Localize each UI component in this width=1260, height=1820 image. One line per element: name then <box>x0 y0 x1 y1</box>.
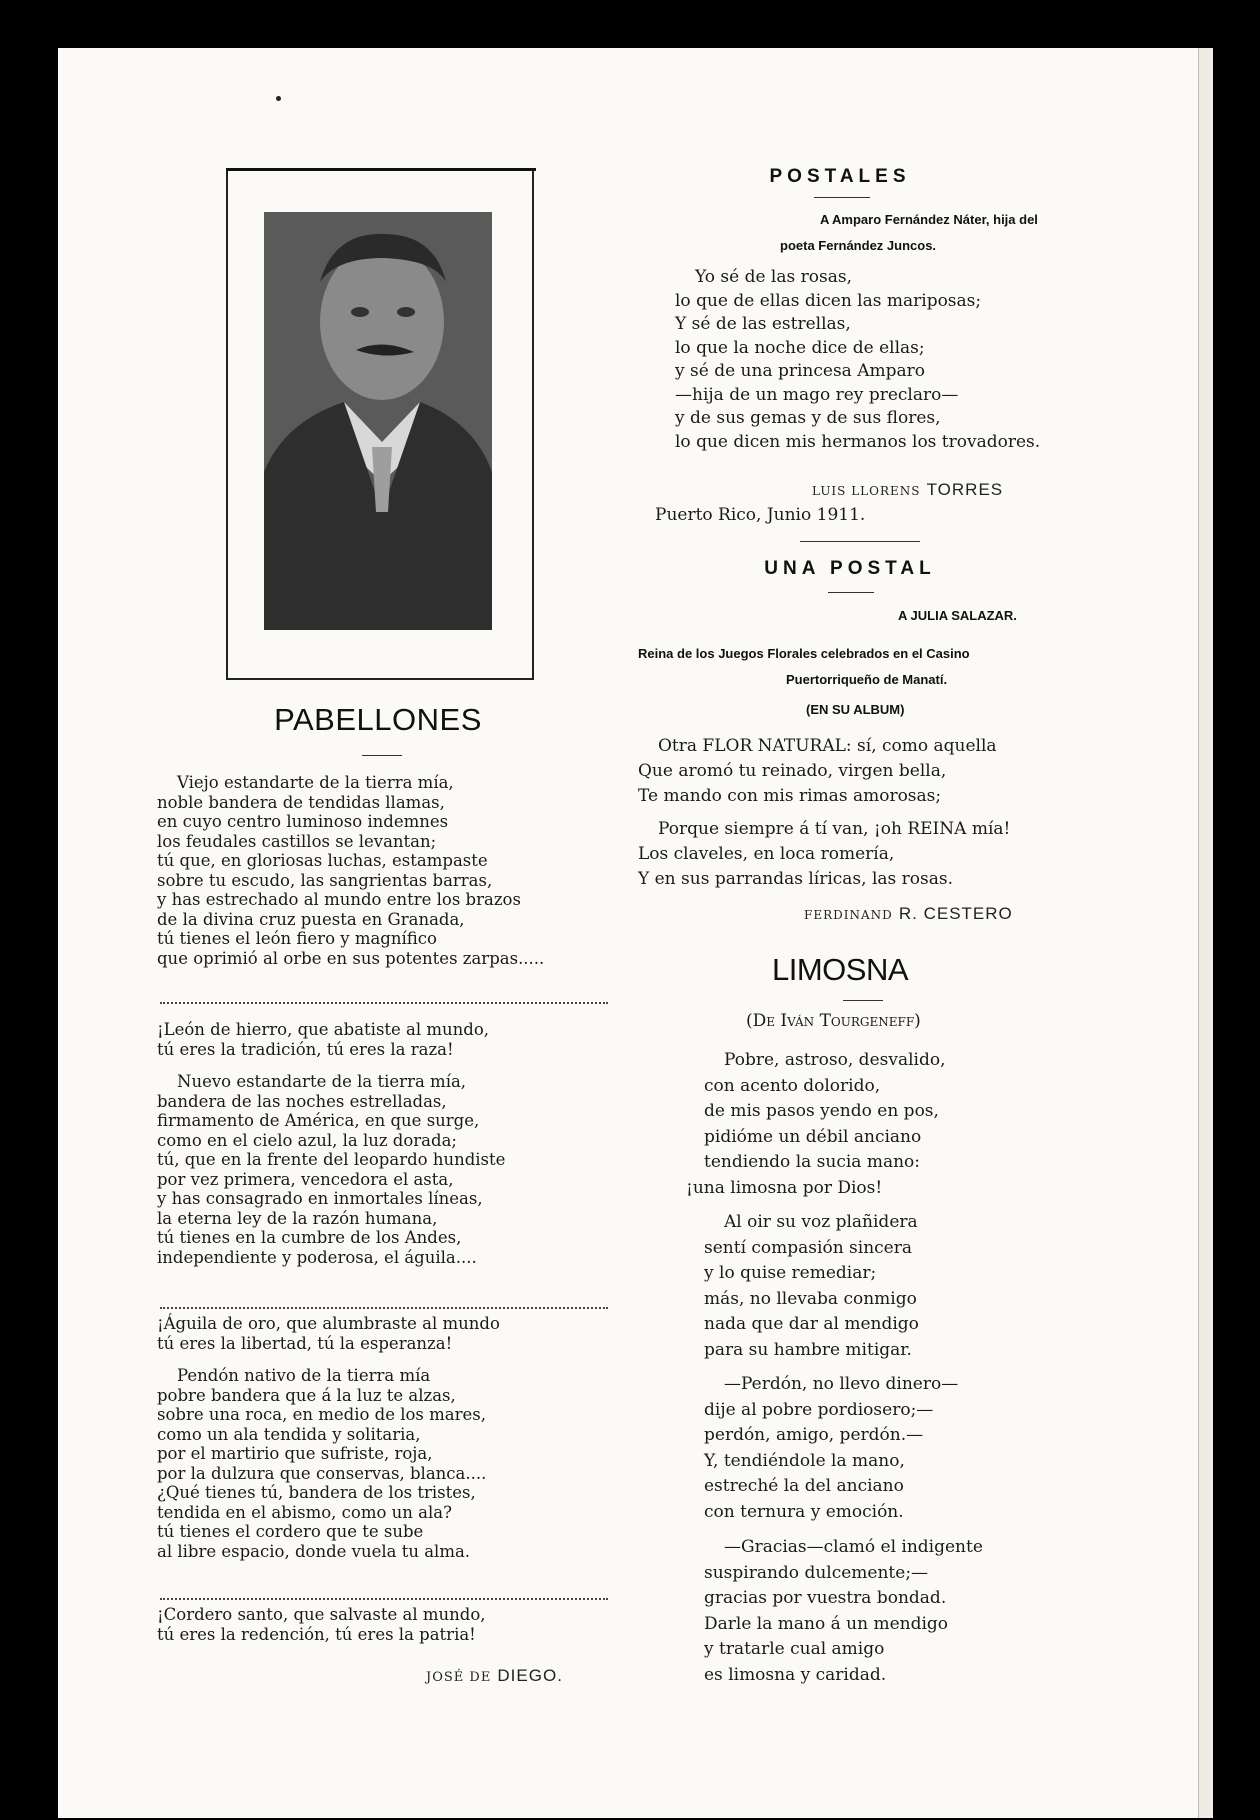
verse-line: perdón, amigo, perdón.— <box>704 1425 924 1445</box>
verse-line: que oprimió al orbe en sus potentes zarpas..... <box>157 948 545 968</box>
title-rule <box>843 1000 883 1001</box>
verse-line: y has estrechado al mundo entre los brazos <box>157 890 521 909</box>
verse-line: dije al pobre pordiosero;— <box>704 1399 934 1420</box>
verse-line: Pendón nativo de la tierra mía <box>177 1366 431 1385</box>
dotted-separator <box>160 1002 608 1004</box>
verse-line: más, no llevaba conmigo <box>704 1288 917 1309</box>
dotted-separator <box>160 1307 608 1309</box>
verse-line: con ternura y emoción. <box>704 1501 904 1522</box>
verse-line: Y sé de las estrellas, <box>675 314 851 334</box>
verse-line: ¡una limosna por Dios! <box>686 1177 883 1198</box>
pabellones-stanza-3 <box>157 1366 486 1561</box>
verse-line: tendida en el abismo, como un ala? <box>157 1502 452 1522</box>
una-postal-dedication: (EN SU ALBUM) <box>806 702 905 717</box>
verse-line: suspirando dulcemente;— <box>704 1562 929 1583</box>
author-portrait <box>264 212 492 630</box>
verse-line: y tratarle cual amigo <box>704 1639 885 1659</box>
portrait-frame <box>226 168 534 680</box>
verse-line: Porque siempre á tí van, ¡oh REINA mía! <box>658 819 1011 839</box>
author-last: R. CESTERO <box>898 904 1013 923</box>
verse-line: tú tienes el cordero que te sube <box>157 1522 424 1541</box>
pabellones-stanza-1 <box>157 773 544 968</box>
section-rule <box>800 541 920 542</box>
verse-line: Otra FLOR NATURAL: sí, como aquella <box>658 736 997 756</box>
pabellones-refrain-1 <box>157 1020 489 1059</box>
author-last: DIEGO. <box>497 1666 563 1685</box>
verse-line: —Gracias—clamó el indigente <box>724 1537 983 1557</box>
title-rule <box>362 755 402 756</box>
una-postal-dedication: Reina de los Juegos Florales celebrados en el Casino <box>638 646 970 661</box>
verse-line: tú tienes el león fiero y magnífico <box>157 929 437 948</box>
pabellones-refrain-3 <box>157 1605 486 1644</box>
verse-line: con acento dolorido, <box>704 1075 881 1096</box>
verse-line: Te mando con mis rimas amorosas; <box>638 786 942 806</box>
verse-line: Darle la mano á un mendigo <box>704 1613 949 1634</box>
verse-line: y de sus gemas y de sus flores, <box>675 408 941 428</box>
verse-line: ¡León de hierro, que abatiste al mundo, <box>157 1020 490 1039</box>
verse-line: ¿Qué tienes tú, bandera de los tristes, <box>157 1483 476 1502</box>
limosna-stanza-4 <box>704 1535 983 1688</box>
ink-speck <box>276 96 281 101</box>
verse-line: sobre tu escudo, las sangrientas barras, <box>157 870 493 890</box>
verse-line: Y en sus parrandas líricas, las rosas. <box>638 869 954 889</box>
una-postal-stanza-2 <box>638 817 1010 892</box>
verse-line: para su hambre mitigar. <box>704 1339 912 1360</box>
limosna-subtitle: (De Iván Tourgeneff) <box>746 1011 921 1031</box>
verse-line: los feudales castillos se levantan; <box>157 831 437 851</box>
una-postal-dedication: A JULIA SALAZAR. <box>898 608 1017 623</box>
verse-line: como un ala tendida y solitaria, <box>157 1424 421 1444</box>
una-postal-title: UNA POSTAL <box>764 558 936 579</box>
verse-line: pidióme un débil anciano <box>704 1126 922 1147</box>
verse-line: por la dulzura que conservas, blanca.... <box>157 1463 487 1483</box>
verse-line: lo que de ellas dicen las mariposas; <box>675 290 982 311</box>
verse-line: Los claveles, en loca romería, <box>638 844 895 864</box>
postales-title: POSTALES <box>769 166 911 187</box>
verse-line: Y, tendiéndole la mano, <box>704 1450 905 1471</box>
verse-line: sentí compasión sincera <box>704 1237 913 1258</box>
verse-line: la eterna ley de la razón humana, <box>157 1208 438 1228</box>
title-rule <box>814 197 870 198</box>
verse-line: —Perdón, no llevo dinero— <box>724 1374 959 1394</box>
title-rule <box>828 592 874 593</box>
verse-line: estreché la del anciano <box>704 1476 904 1496</box>
postales-dedication: poeta Fernández Juncos. <box>780 238 937 253</box>
verse-line: gracias por vuestra bondad. <box>704 1588 947 1608</box>
verse-line: tú eres la redención, tú eres la patria! <box>157 1624 476 1644</box>
verse-line: por el martirio que sufriste, roja, <box>157 1444 433 1463</box>
author-first: JOSÉ DE <box>426 1670 492 1685</box>
verse-line: bandera de las noches estrelladas, <box>157 1091 447 1111</box>
postales-author <box>812 480 1003 500</box>
verse-line: como en el cielo azul, la luz dorada; <box>157 1130 457 1150</box>
verse-line: y lo quise remediar; <box>704 1263 877 1283</box>
limosna-stanza-1 <box>686 1048 945 1201</box>
verse-line: por vez primera, vencedora el asta, <box>157 1169 454 1189</box>
verse-line: tendiendo la sucia mano: <box>704 1152 921 1172</box>
author-first: LUIS LLORENS <box>812 484 921 498</box>
verse-line: al libre espacio, donde vuela tu alma. <box>157 1541 471 1561</box>
author-last: TORRES <box>926 480 1004 499</box>
verse-line: tú eres la tradición, tú eres la raza! <box>157 1039 454 1059</box>
verse-line: y sé de una princesa Amparo <box>675 361 925 381</box>
pabellones-stanza-2 <box>157 1072 505 1267</box>
pabellones-refrain-2 <box>157 1314 500 1353</box>
una-postal-dedication: Puertorriqueño de Manatí. <box>786 672 948 687</box>
verse-line: y has consagrado en inmortales líneas, <box>157 1189 483 1208</box>
author-first: FERDINAND <box>804 908 893 922</box>
verse-line: en cuyo centro luminoso indemnes <box>157 812 449 831</box>
verse-line: sobre una roca, en medio de los mares, <box>157 1405 486 1424</box>
verse-line: Pobre, astroso, desvalido, <box>724 1050 946 1070</box>
limosna-title: LIMOSNA <box>771 952 909 987</box>
limosna-stanza-2 <box>704 1210 919 1363</box>
page-edge <box>1198 48 1213 1818</box>
verse-line: es limosna y caridad. <box>704 1664 887 1685</box>
verse-line: tú que, en gloriosas luchas, estampaste <box>157 851 488 870</box>
verse-line: de mis pasos yendo en pos, <box>704 1101 939 1121</box>
dotted-separator <box>160 1598 608 1600</box>
pabellones-author <box>426 1666 563 1686</box>
postales-poem <box>675 266 1040 454</box>
verse-line: lo que la noche dice de ellas; <box>675 337 925 358</box>
verse-line: ¡Águila de oro, que alumbraste al mundo <box>157 1314 500 1333</box>
verse-line: tú eres la libertad, tú la esperanza! <box>157 1333 453 1353</box>
una-postal-author <box>804 904 1013 924</box>
verse-line: pobre bandera que á la luz te alzas, <box>157 1385 456 1405</box>
una-postal-stanza-1 <box>638 734 997 809</box>
postales-place-date: Puerto Rico, Junio 1911. <box>655 505 866 525</box>
verse-line: noble bandera de tendidas llamas, <box>157 792 445 812</box>
verse-line: ¡Cordero santo, que salvaste al mundo, <box>157 1605 486 1624</box>
limosna-stanza-3 <box>704 1372 958 1525</box>
verse-line: tú tienes en la cumbre de los Andes, <box>157 1228 462 1247</box>
pabellones-title: PABELLONES <box>274 702 482 737</box>
verse-line: tú, que en la frente del leopardo hundiste <box>157 1150 506 1169</box>
verse-line: Yo sé de las rosas, <box>695 267 852 287</box>
verse-line: lo que dicen mis hermanos los trovadores. <box>675 431 1041 452</box>
verse-line: Nuevo estandarte de la tierra mía, <box>177 1072 467 1091</box>
verse-line: Viejo estandarte de la tierra mía, <box>177 773 454 792</box>
verse-line: independiente y poderosa, el águila.... <box>157 1247 477 1267</box>
verse-line: Al oir su voz plañidera <box>724 1212 918 1232</box>
verse-line: de la divina cruz puesta en Granada, <box>157 909 465 929</box>
verse-line: Que aromó tu reinado, virgen bella, <box>638 761 947 781</box>
verse-line: nada que dar al mendigo <box>704 1314 919 1334</box>
verse-line: —hija de un mago rey preclaro— <box>675 384 959 405</box>
postales-dedication: A Amparo Fernández Náter, hija del <box>820 212 1038 227</box>
verse-line: firmamento de América, en que surge, <box>157 1111 480 1130</box>
